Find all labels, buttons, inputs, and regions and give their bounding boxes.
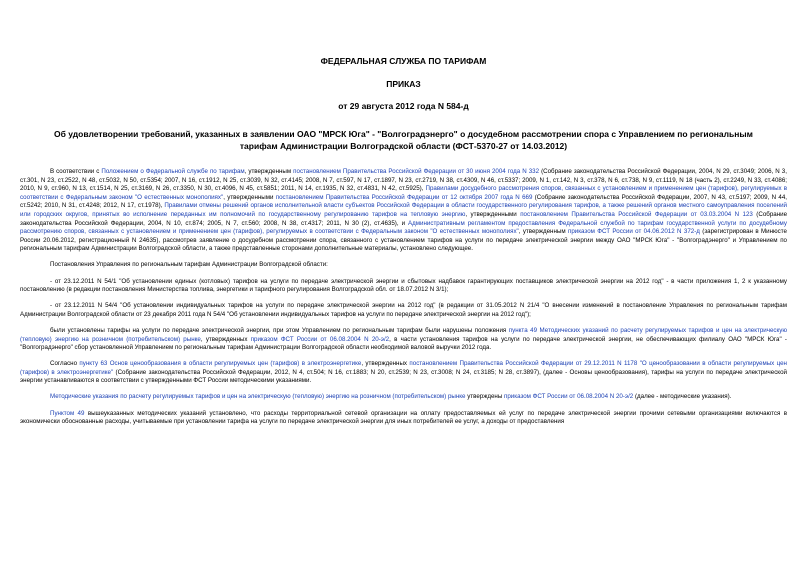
paragraph-guidelines [20, 393, 787, 402]
link-cancellation-rules[interactable]: Правилами отмены решений органов исполнительной власти субъектов Российской Федерации в области государственного регулирования тарифов, а также решений органов местного самоуправления поселений или городских округов, принятых во исполнение переданных им полномочий по государственному регулированию тарифов на тепловую энергию [20, 202, 787, 218]
paragraph-violation [20, 327, 787, 353]
link-admin-regulation[interactable]: Административным регламентом предоставления Федеральной службой по тарифам государственной услуги по досудебному рассмотрению споров, связанных с установлением и применением цен (тарифов), регулируемых в соответствии с Федеральным законом "О естественных монополиях" [20, 219, 787, 236]
link-order-372[interactable]: приказом ФСТ России от 04.06.2012 N 372-д [567, 228, 700, 236]
paragraph-resolution-54-1: - от 23.12.2011 N 54/1 "Об установлении единых (котловых) тарифов на услуги по передаче электрической энергии и сбытовых надбавок гарантирующих поставщиков электрической энергии на 2012 год" - в части приложения 1, 2 к указанному постановлению (в редакции постановления Министерства топлива, энергетики и тарифного регулирования Волгоградской обл. от 18.07.2012 N 3/1); [20, 277, 787, 294]
link-clause-63-basics[interactable]: пункту 63 Основ ценообразования в области регулируемых цен (тарифов) в электроэнергетике [79, 360, 362, 368]
link-order-20e2[interactable]: приказом ФСТ России от 06.08.2004 N 20-э/2 [250, 335, 390, 343]
paragraph-clause-49 [20, 410, 787, 427]
document-title: Об удовлетворении требований, указанных в заявлении ОАО "МРСК Юга" - "Волгоградэнерго" о досудебном рассмотрении спора с Управлением по региональным тарифам Администрации Волгоградской области (ФСТ-5370-27 от 14.03.2012) [54, 129, 753, 151]
text: (Собрание законодательства Российской Федерации, 2004, N 10, ст.874; 2005, N 7, ст.560; 2008, N 38, ст.4317; 2011, N 30 (2), ст.4635), и [20, 210, 788, 227]
text: (Собрание законодательства Российской Федерации, 2004, N 29, ст.3049; 2006, N 3, ст.301, N 23, ст.2522, N 48, ст.5032, N 50, ст.5354; 2007, N 16, ст.1912, N 25, ст.3039, N 32, ст.4145; 2008, N 7, ст.597, N 17, ст.1897, N 23, ст.2719, N 38, ст.4309, N 46, ст.5337; 2009, N 1, ст.142, N 3, ст.378, N 6, ст.738, N 9, ст.1119, N 18 (часть 2), ст.2249, N 33, ст.4086; 2010, N 9, ст.960, N 13, ст.1514, N 25, ст.3169, N 26, ст.3350, N 30, ст.4096, N 45, ст.5851; 2011, N 14, ст.1935, N 32, ст.4831, N 42, ст.5925), [20, 168, 787, 193]
text: , утвержденным [518, 228, 568, 236]
text: , утвержденными [465, 210, 521, 218]
agency-name: ФЕДЕРАЛЬНАЯ СЛУЖБА ПО ТАРИФАМ [320, 56, 487, 66]
text: вышеуказанных методических указаний установлено, что расходы территориальной сетевой организации на оплату предоставляемых ей услуг по передаче электрической энергии прочими сетевыми организациями включаются в экономически обоснованные расходы, учитываемые при установлении тарифа на услуги по передаче электрической энергии для иных потребителей ее услуг, а доходы от предоставления [20, 409, 787, 426]
link-dispute-rules[interactable]: Правилами досудебного рассмотрения споров, связанных с установлением и применением цен (тарифов), регулируемых в соответствии с Федеральным законом "О естественных монополиях" [20, 185, 787, 201]
paragraph-resolutions-intro: Постановления Управления по региональным тарифам Администрации Волгоградской области: [50, 261, 328, 269]
link-fts-regulation[interactable]: Положением о Федеральной службе по тарифам [101, 168, 245, 175]
document-date: от 29 августа 2012 года N 584-д [338, 101, 469, 111]
link-decree-669[interactable]: постановлением Правительства Российской Федерации от 12 октября 2007 года N 669 [275, 193, 533, 201]
text: (Собрание законодательства Российской Федерации, 2007, N 43, ст.5197; 2009, N 44, ст.5242; 2010, N 31, ст.4248; 2012, N 17, ст.1978), [20, 193, 787, 210]
document-type: ПРИКАЗ [386, 79, 421, 89]
text: (зарегистрирован в Минюсте России 20.06.2012, регистрационный N 24635), рассмотрев заявление о досудебном рассмотрении спора, связанного с установлением тарифов на услуги по передаче электрической энергии между ОАО "МРСК Юга" - "Волгоградэнерго" и Управлением по региональным тарифам Администрации Волгоградской области, а также представленные сторонами дополнительные материалы, установлено следующее. [20, 228, 787, 253]
text: , в части установления тарифов на услуги по передаче электрической энергии, не обеспечивающих филиалу ОАО "МРСК Юга" - "Волгоградэнерго" сбор установленной Управлением по региональным тарифам Администрации Волгоградской области необходимой валовой выручки 2012 года. [20, 335, 787, 352]
paragraph-preamble [20, 168, 787, 254]
link-decree-123[interactable]: постановлением Правительства Российской Федерации от 03.03.2004 N 123 [520, 210, 753, 218]
text: (Собрание законодательства Российской Федерации, 2012, N 4, ст.504; N 16, ст.1883; N 20, ст.2539; N 23, ст.3008; N 24, ст.3185; N 28, ст.3897), (далее - Основы ценообразования), тарифы на услуги по передаче электрической энергии устанавливаются в соответствии с утвержденными ФСТ России методическими указаниями. [20, 368, 787, 385]
link-guidelines[interactable]: Методические указания по расчету регулируемых тарифов и цен на электрическую (тепловую) энергию на розничном (потребительском) рынке [50, 393, 466, 401]
link-decree-1178[interactable]: постановлением Правительства Российской Федерации от 29.12.2011 N 1178 "О ценообразовании в области регулируемых цен (тарифов) в электроэнергетике" [20, 360, 787, 376]
text: , утвержденным [244, 168, 294, 175]
link-order-20e2-2[interactable]: приказом ФСТ России от 06.08.2004 N 20-э/2 [504, 393, 634, 401]
text: , утвержденных [200, 335, 251, 343]
text: , утвержденных [361, 360, 410, 368]
text: утверждены [465, 393, 505, 401]
text: были установлены тарифы на услуги по передаче электрической энергии, при этом Управлением по региональным тарифам были нарушены положения [50, 326, 509, 334]
text: Согласно [50, 360, 80, 368]
link-clause-49[interactable]: Пунктом 49 [50, 409, 85, 417]
link-clause-49-guidelines[interactable]: пункта 49 Методических указаний по расчету регулируемых тарифов и цен на электрическую (тепловую) энергию на розничном (потребительском) рынке [20, 326, 787, 343]
paragraph-resolution-54-4: - от 23.12.2011 N 54/4 "Об установлении индивидуальных тарифов на услуги по передаче электрической энергии на 2012 год" (в редакции от 31.05.2012 N 21/4 "О внесении изменений в постановление Управления по региональным тарифам Администрации Волгоградской области от 23 декабря 2011 года N 54/4 "Об установлении индивидуальных тарифов на услуги по передаче электрической энергии на 2012 год"); [20, 302, 787, 318]
text: (далее - методические указания). [633, 393, 732, 401]
document-body [20, 168, 787, 434]
text: , утвержденными [223, 193, 276, 201]
paragraph-pricing-basics [20, 360, 787, 386]
text: В соответствии с [50, 168, 102, 175]
link-decree-332[interactable]: постановлением Правительства Российской Федерации от 30 июня 2004 года N 332 [293, 168, 540, 175]
